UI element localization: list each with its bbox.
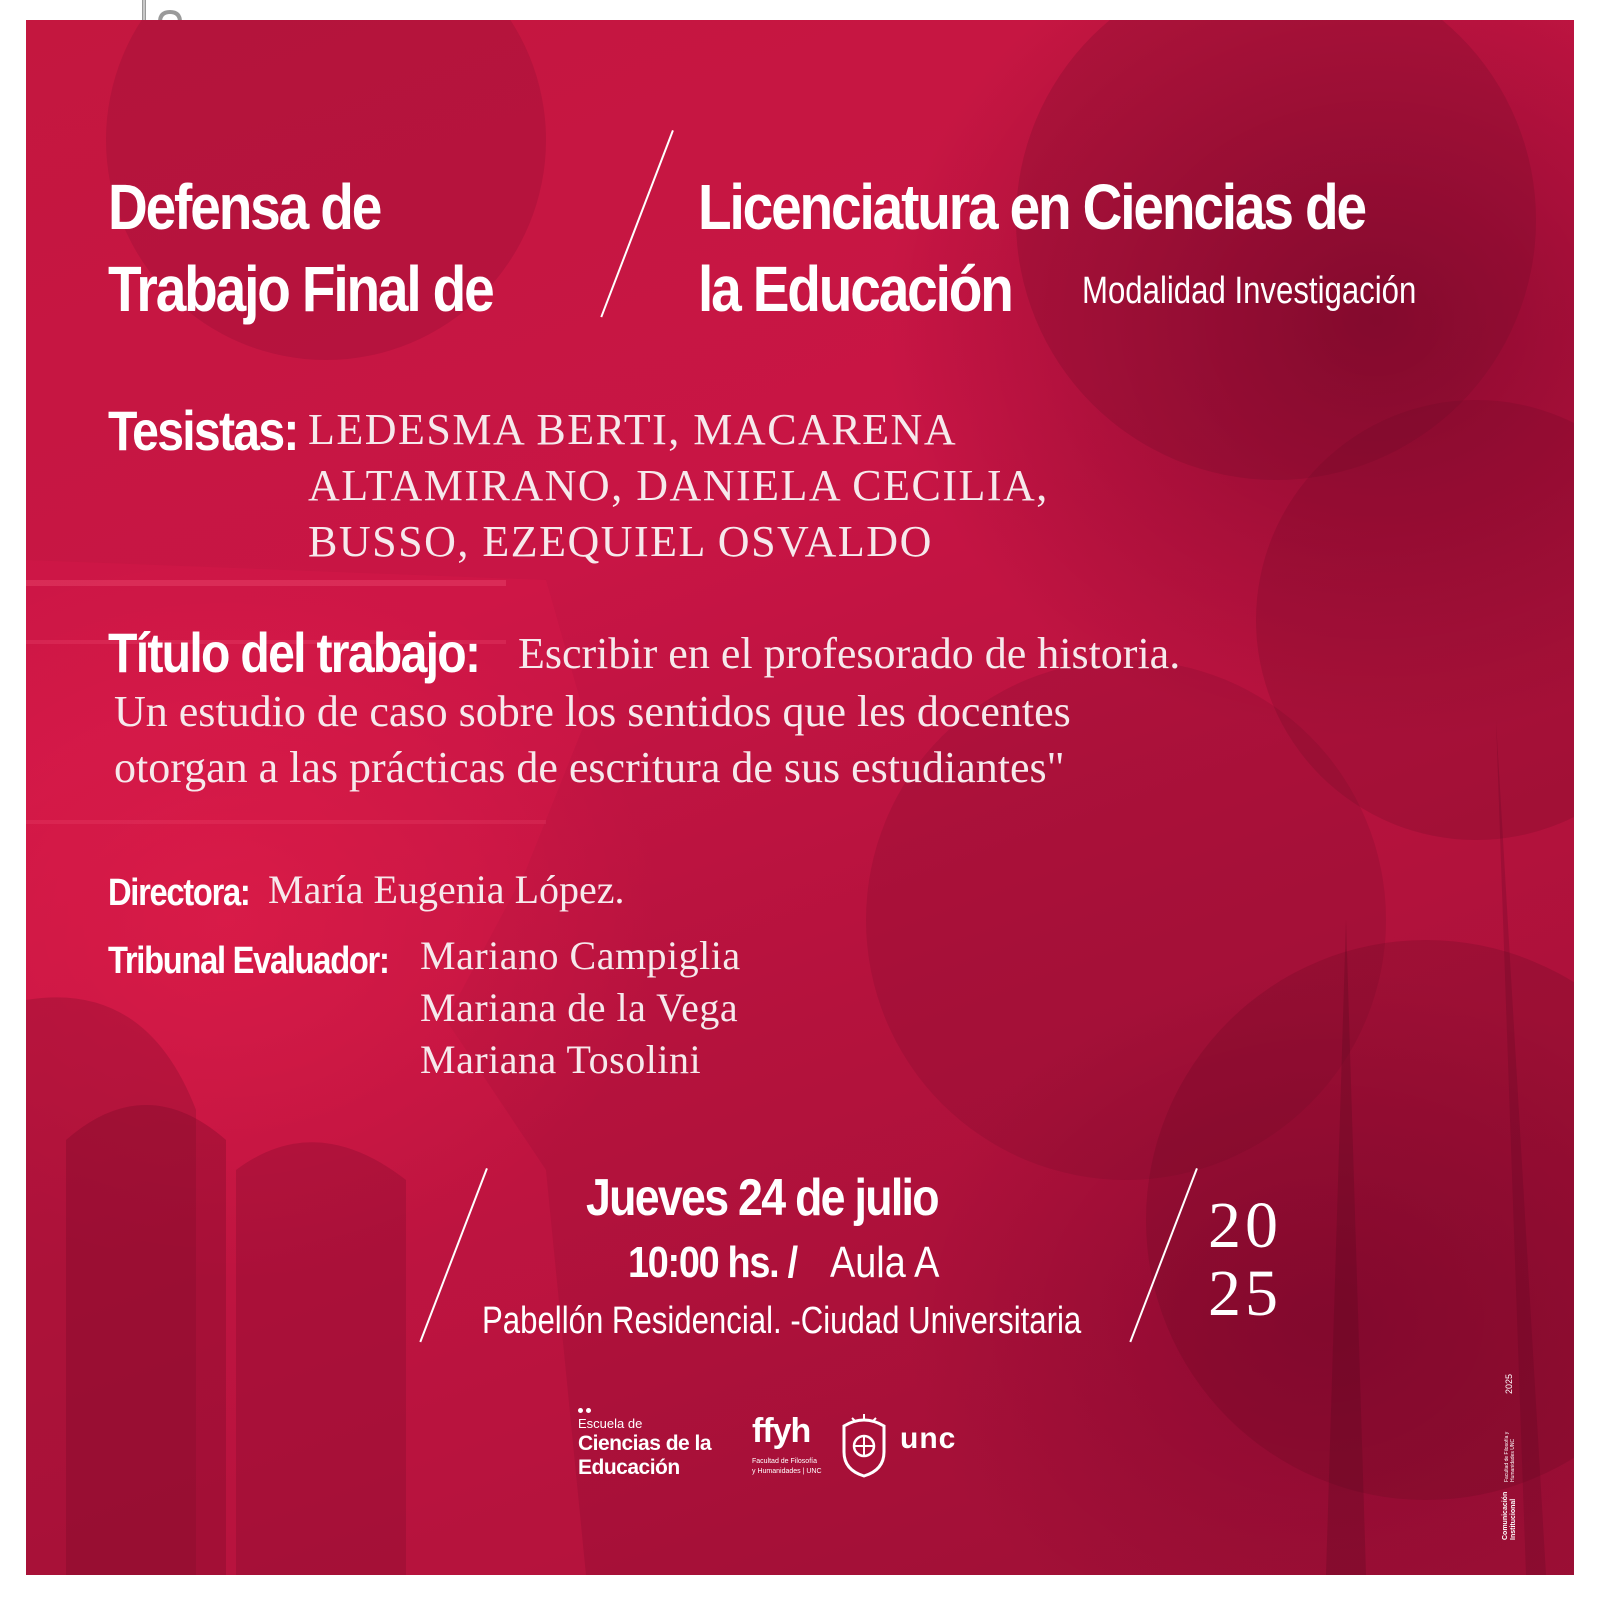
credit-vertical [1502, 1340, 1542, 1540]
credit-year: 2025 [1504, 1373, 1514, 1394]
tesistas-label: Tesistas: [108, 399, 298, 462]
dots-icon [578, 1408, 592, 1414]
header-left-line2: Trabajo Final de [108, 253, 493, 325]
titulo-line-1: Escribir en el profesorado de historia. [518, 629, 1181, 678]
tesista-name-2: ALTAMIRANO, DANIELA CECILIA, [308, 461, 1049, 510]
event-place: Pabellón Residencial. -Ciudad Universitaria [482, 1300, 1082, 1342]
directora-name: María Eugenia López. [268, 867, 625, 912]
tribunal-member-1: Mariano Campiglia [420, 933, 741, 978]
modalidad-label: Modalidad Investigación [1082, 270, 1417, 312]
ffyh-sub-2: y Humanidades | UNC [752, 1468, 822, 1475]
ffyh-sub-1: Facultad de Filosofía [752, 1458, 817, 1465]
header-right-line1: Licenciatura en Ciencias de [698, 171, 1365, 243]
directora-label: Directora: [108, 872, 250, 914]
titulo-line-3: otorgan a las prácticas de escritura de sus estudiantes" [114, 743, 1065, 792]
tribunal-label: Tribunal Evaluador: [108, 940, 389, 982]
tribunal-member-2: Mariana de la Vega [420, 985, 739, 1030]
titulo-label: Título del trabajo: [108, 621, 480, 684]
unc-text: unc [900, 1422, 957, 1455]
year-bottom: 25 [1208, 1257, 1282, 1330]
event-date: Jueves 24 de julio [586, 1169, 938, 1227]
header-left-line1: Defensa de [108, 171, 381, 243]
tesista-name-1: LEDESMA BERTI, MACARENA [308, 405, 958, 454]
logo-ffyh [752, 1412, 832, 1492]
header-right-line2: la Educación [698, 253, 1012, 325]
logo-escuela [578, 1408, 748, 1498]
unc-crest-icon [838, 1412, 890, 1478]
titulo-line-2: Un estudio de caso sobre los sentidos que les docentes [114, 687, 1071, 736]
credit-line-1: Comunicación [1502, 1491, 1509, 1540]
tribunal-member-3: Mariana Tosolini [420, 1037, 702, 1082]
escuela-small-text: Escuela de [578, 1416, 643, 1431]
escuela-big-text-1: Ciencias de la [578, 1432, 712, 1455]
tesista-name-3: BUSSO, EZEQUIEL OSVALDO [308, 517, 933, 566]
year-top: 20 [1208, 1189, 1282, 1262]
event-time: 10:00 hs. / [628, 1238, 797, 1287]
escuela-big-text-2: Educación [578, 1456, 680, 1479]
poster [26, 20, 1574, 1575]
credit-line-2: Institucional [1510, 1498, 1517, 1540]
event-room: Aula A [830, 1238, 940, 1287]
credit-line-3: Facultad de Filosofía y Humanidades UNC [1504, 1431, 1516, 1482]
ffyh-text: ffyh [752, 1412, 811, 1450]
